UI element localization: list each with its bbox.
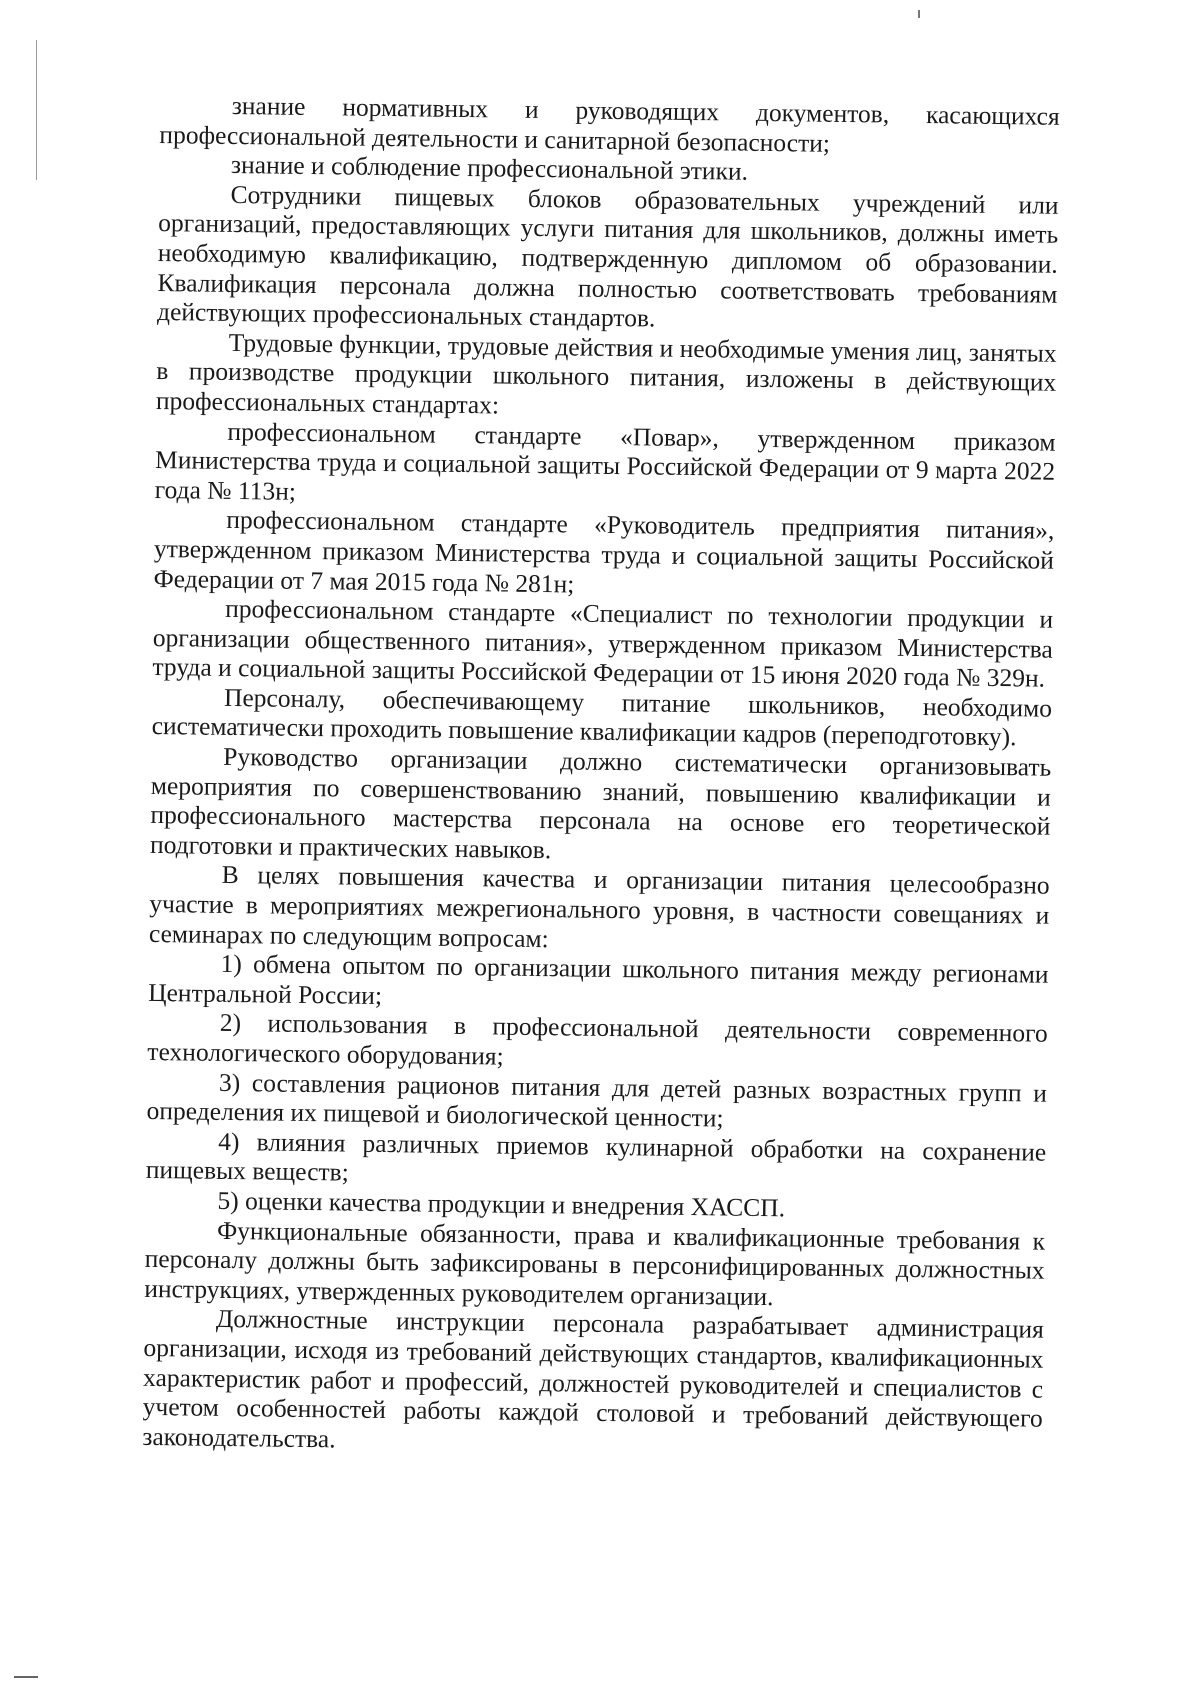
list-item-4: 4) влияния различных приемов кулинарной обработки на сохранение пищевых веществ; [145,1126,1047,1187]
paragraph-4: Трудовые функции, трудовые действия и необходимые умения лиц, занятых в производстве продукции школьного питания, изложены в действующих профессиональных стандартах: [155,327,1057,420]
paragraph-2: знание и соблюдение профессиональной этики. [230,150,749,186]
paragraph-11: Функциональные обязанности, права и квалификационные требования к персоналу должны быть зафиксированы в персонифицированных должностных инструкциях, утвержденных руководителем организации. [144,1215,1046,1311]
paragraph-12: Должностные инструкции персонала разрабатывает администрация организации, исходя из требований действующих стандартов, квалификационных характеристик работ и профессий, должностей руководителей и специалистов с учетом особенностей работы каждой столовой и требований действующего законодательства. [142,1304,1045,1454]
list-item-5: 5) оценки качества продукции и внедрения ХАССП. [217,1185,786,1223]
paragraph-3: Сотрудники пищевых блоков образовательных учреждений или организаций, предоставляющих услуги питания для школьников, должны иметь необходимую квалификацию, подтвержденную дипломом об образовании. Квалификация персонала должна полностью соответствовать требованиям действующих профессиональных стандартов. [156,179,1059,333]
paragraph-7: профессиональном стандарте «Специалист по технологии продукции и организации общественного питания», утвержденном приказом Министерства труда и социальной защиты Российской Федерации от 15 июня 2020 года № 329н. [152,593,1054,693]
paragraph-8: Персоналу, обеспечивающему питание школьников, необходимо систематически проходить повышение квалификации кадров (переподготовку). [151,682,1053,752]
paragraph-1: знание нормативных и руководящих документов, касающихся профессиональной деятельности и санитарной безопасности; [159,90,1060,158]
paragraph-5: профессиональном стандарте «Повар», утвержденном приказом Министерства труда и социальной защиты Российской Федерации от 9 марта 2022 года № 113н; [154,416,1056,506]
paragraph-6: профессиональном стандарте «Руководитель предприятия питания», утвержденном приказом Министерства труда и социальной защиты Российской Федерации от 7 мая 2015 года № 281н; [153,505,1055,598]
list-item-3: 3) составления рационов питания для детей разных возрастных групп и определения их пищевой и биологической ценности; [146,1067,1048,1133]
scan-dash-bottom [14,1676,38,1678]
scan-dot-top [918,10,920,18]
list-item-2: 2) использования в профессиональной деятельности современного технологического оборудования; [147,1008,1048,1071]
list-item-1: 1) обмена опытом по организации школьного питания между регионами Центральной России; [147,949,1049,1010]
document-page [142,90,1060,1463]
paragraph-10: В целях повышения качества и организации питания целесообразно участие в мероприятиях межрегионального уровня, в частности совещаниях и семинарах по следующим вопросам: [148,860,1050,953]
scan-edge-mark [36,40,37,180]
paragraph-9: Руководство организации должно систематически организовывать мероприятия по совершенствованию знаний, повышению квалификации и профессионального мастерства персонала на основе его теоретической подготовки и практических навыков. [149,741,1052,865]
